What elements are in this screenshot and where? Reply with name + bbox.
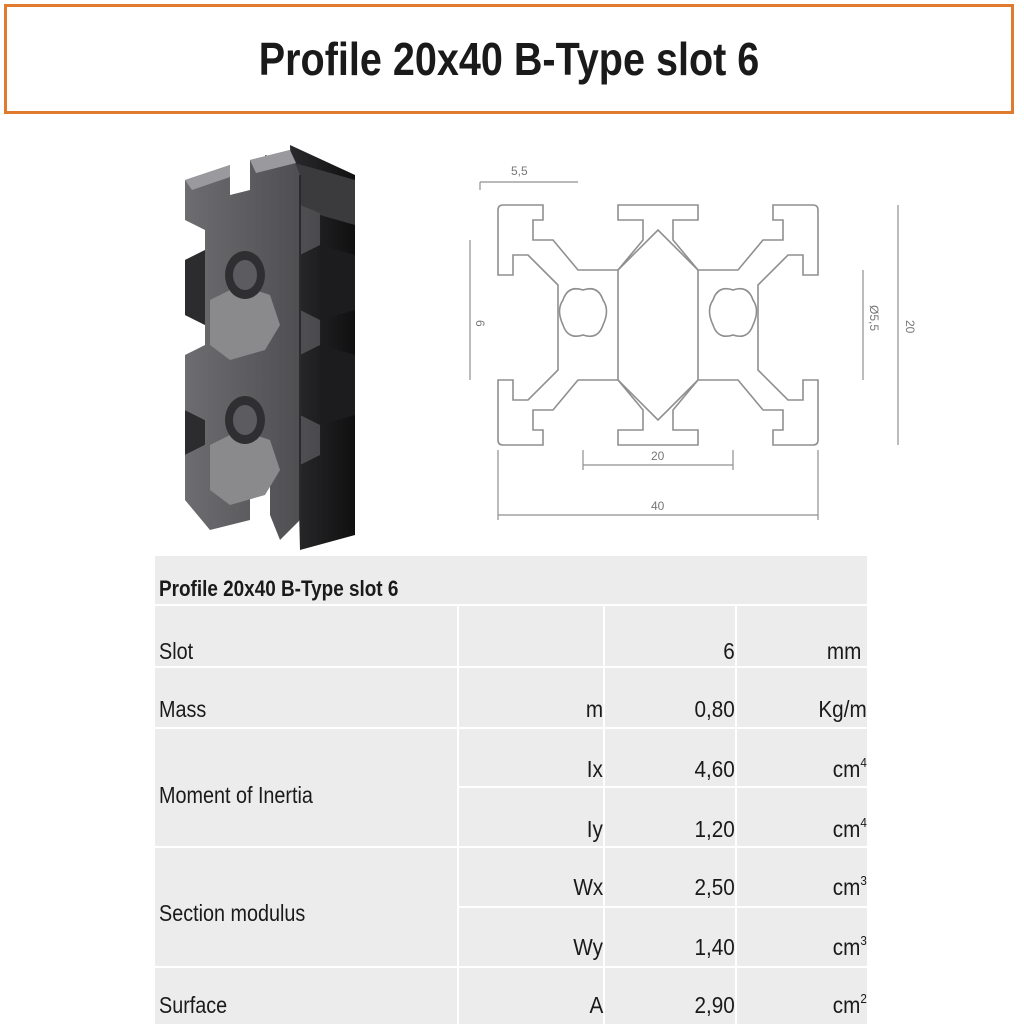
row-wx-unit: $cm^3$ [832, 873, 867, 900]
dim-center-distance-label: 20 [651, 449, 665, 463]
row-ix-symbol: Ix [586, 756, 603, 782]
row-surface-symbol: A [589, 992, 603, 1018]
row-mass-symbol: m [585, 696, 603, 722]
page-title: Profile 20x40 B-Type slot 6 [258, 33, 760, 85]
row-wx-value: 2,50 [694, 874, 735, 900]
row-surface-label: Surface [159, 992, 228, 1018]
row-mass-label: Mass [159, 696, 207, 722]
spec-table-title: Profile 20x40 B-Type slot 6 [159, 576, 399, 601]
row-slot-value: 6 [723, 638, 735, 664]
dim-slot-width-label: 5,5 [511, 164, 528, 178]
profile-3d-render [170, 135, 370, 555]
row-iy-unit: $cm^4$ [832, 815, 867, 842]
row-mass-unit: Kg/m [818, 696, 867, 722]
row-iy-value: 1,20 [694, 816, 735, 842]
dim-width-label: 40 [651, 499, 665, 513]
row-slot-unit: mm [826, 638, 861, 664]
dim-slot-opening-label: 6 [473, 320, 487, 327]
title-banner [4, 4, 1014, 114]
dim-height-label: 20 [903, 320, 917, 334]
row-surface-value: 2,90 [694, 992, 735, 1018]
row-ix-value: 4,60 [694, 756, 735, 782]
row-iy-symbol: Iy [586, 816, 603, 842]
row-surface-unit: $cm^2$ [832, 991, 867, 1018]
row-wy-unit: $cm^3$ [832, 933, 867, 960]
row-wy-symbol: Wy [573, 934, 603, 960]
row-wy-value: 1,40 [694, 934, 735, 960]
row-ix-unit: $cm^4$ [832, 755, 867, 782]
row-slot-label: Slot [159, 638, 194, 664]
row-modulus-label: Section modulus [159, 900, 306, 926]
profile-technical-drawing [458, 160, 928, 540]
row-inertia-label: Moment of Inertia [159, 782, 313, 808]
row-wx-symbol: Wx [573, 874, 603, 900]
dim-hole-label: Ø5,5 [867, 305, 881, 332]
spec-table [155, 556, 867, 1024]
row-mass-value: 0,80 [694, 696, 735, 722]
